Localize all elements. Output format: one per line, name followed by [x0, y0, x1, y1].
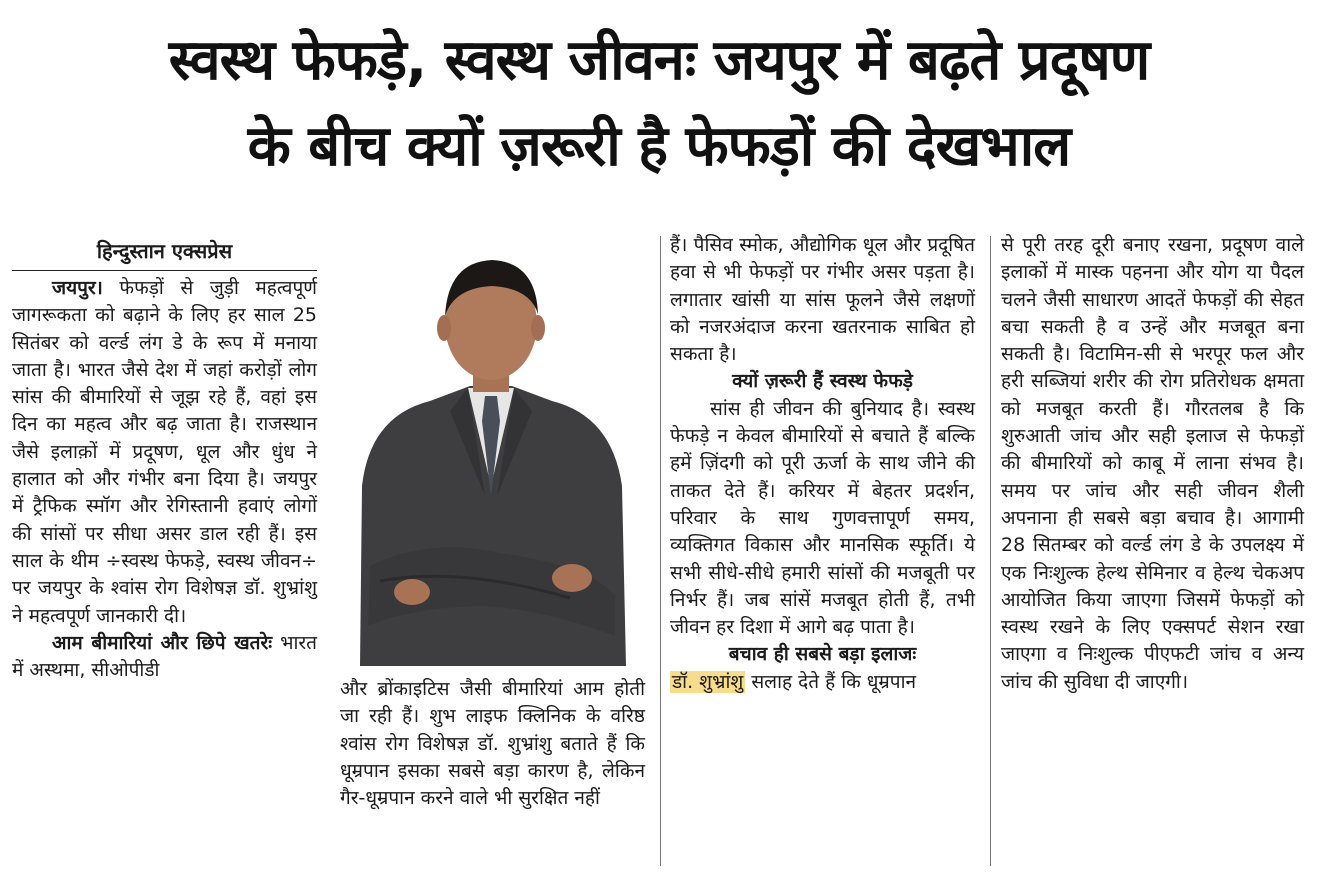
paragraph-common-diseases-body: भारत में अस्थमा, सीओपीडी: [12, 631, 317, 682]
headline: [0, 18, 1318, 190]
paragraph-common-diseases: [12, 630, 317, 685]
article-column-2: [340, 676, 645, 812]
paragraph-column-2: और ब्रोंकाइटिस जैसी बीमारियां आम होती जा रही हैं। शुभ लाइफ क्लिनिक के वरिष्ठ श्वांस रोग विशेषज्ञ डॉ. शुभ्रांशु बताते हैं कि धूम्रपान इसका सबसे बड़ा कारण है, लेकिन गैर-धूम्रपान करने वाले भी सुरक्षित नहीं: [340, 678, 645, 810]
column-divider: [990, 236, 991, 866]
article-column-1: [12, 238, 317, 684]
subhead-prevention: बचाव ही सबसे बड़ा इलाजः: [728, 643, 917, 666]
paragraph-breath-foundation: सांस ही जीवन की बुनियाद है। स्वस्थ फेफड़े न केवल बीमारियों से बचाते हैं बल्कि हमें ज़िंदगी को पूरी ऊर्जा के साथ जीने की ताकत देते हैं। करियर में बेहतर प्रदर्शन, परिवार के साथ गुणवत्तापूर्ण समय, व्यक्तिगत विकास और मानसिक स्फूर्ति। ये सभी सीधे-सीधे हमारी सांसों की मजबूती पर निर्भर हैं। जब सांसें मजबूत होती हैं, तभी जीवन हर दिशा में आगे बढ़ पाता है।: [670, 397, 975, 639]
doctor-photo: [340, 236, 642, 666]
article-column-3: [670, 232, 975, 696]
byline: हिन्दुस्तान एक्सप्रेस: [12, 238, 317, 271]
subhead-common-diseases: आम बीमारियां और छिपे खतरेः: [52, 631, 273, 654]
paragraph-doctor-advice: [670, 669, 975, 696]
article-column-4: [1001, 232, 1304, 696]
column-divider: [660, 236, 661, 866]
paragraph-intro: [12, 275, 317, 630]
paragraph-column-4: से पूरी तरह दूरी बनाए रखना, प्रदूषण वाले इलाकों में मास्क पहनना और योग या पैदल चलने जैसी साधारण आदतें फेफड़ों की सेहत बचा सकती है व उन्हें और मजबूत बना सकती है। विटामिन-सी से भरपूर फल और हरी सब्जियां शरीर की रोग प्रतिरोधक क्षमता को मजबूत करती हैं। गौरतलब है कि शुरुआती जांच और सही इलाज से फेफड़ों की बीमारियों को काबू में लाना संभव है। समय पर जांच और सही जीवन शैली अपनाना ही सबसे बड़ा बचाव है। आगामी 28 सितम्बर को वर्ल्ड लंग डे के उपलक्ष्य में एक निःशुल्क हेल्थ सेमिनार व हेल्थ चेकअप आयोजित किया जाएगा जिसमें फेफड़ों को स्वस्थ रखने के लिए एक्सपर्ट सेशन रखा जाएगा व निःशुल्क पीएफटी जांच व अन्य जांच की सुविधा दी जाएगी।: [1001, 234, 1304, 693]
paragraph-intro-body: फेफड़ों से जुड़ी महत्वपूर्ण जागरूकता को बढ़ाने के लिए हर साल 25 सितंबर को वर्ल्ड लंग डे के रूप में मनाया जाता है। भारत जैसे देश में जहां करोड़ों लोग सांस की बीमारियों से जूझ रहे हैं, वहां इस दिन का महत्व और बढ़ जाता है। राजस्थान जैसे इलाक़ों में प्रदूषण, धूल और धुंध ने हालात को और गंभीर बना दिया है। जयपुर में ट्रैफिक स्मॉग और रेगिस्तानी हवाएं लोगों की सांसों पर सीधा असर डाल रही हैं। इस साल के थीम ÷स्वस्थ फेफड़े, स्वस्थ जीवन÷ पर जयपुर के श्वांस रोग विशेषज्ञ डॉ. शुभ्रांशु ने महत्वपूर्ण जानकारी दी।: [12, 277, 317, 627]
highlighted-doctor-name: डॉ. शुभ्रांशु: [672, 670, 744, 693]
paragraph-passive-smoke: हैं। पैसिव स्मोक, औद्योगिक धूल और प्रदूषित हवा से भी फेफड़ों पर गंभीर असर पड़ता है। लगातार खांसी या सांस फूलने जैसे लक्षणों को नजरअंदाज करना खतरनाक साबित हो सकता है।: [670, 234, 975, 366]
headline-line-2: के बीच क्यों ज़रूरी है फेफड़ों की देखभाल: [247, 114, 1071, 179]
headline-line-1: स्वस्थ फेफड़े, स्वस्थ जीवनः जयपुर में बढ़ते प्रदूषण: [168, 28, 1150, 93]
doctor-portrait-illustration: [340, 236, 642, 666]
dateline: जयपुर।: [52, 277, 103, 299]
paragraph-doctor-advice-tail: सलाह देते हैं कि धूम्रपान: [745, 670, 917, 693]
subhead-why-healthy-lungs: क्यों ज़रूरी हैं स्वस्थ फेफड़े: [732, 370, 913, 393]
